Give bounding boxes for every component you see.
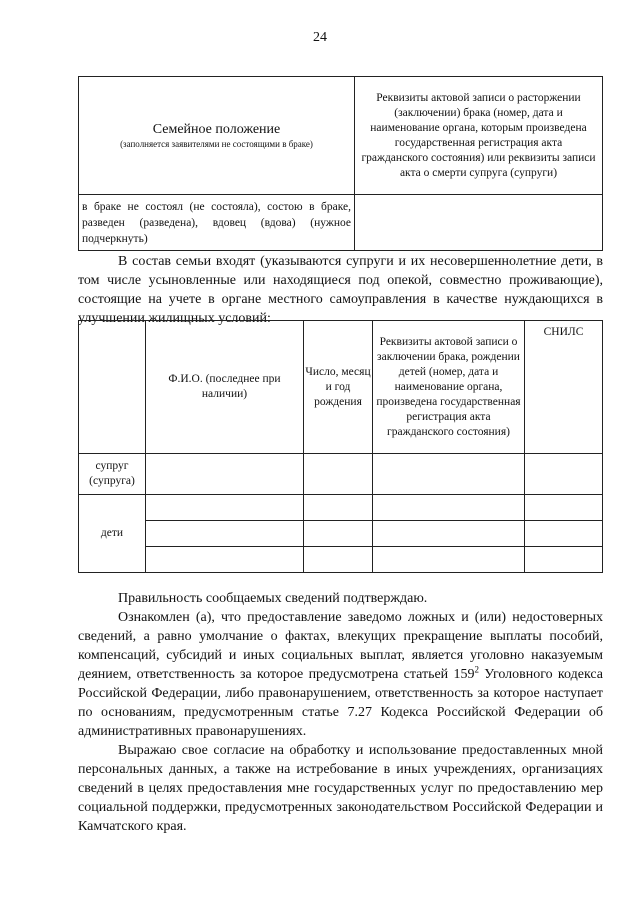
child-record-cell[interactable] — [373, 547, 525, 573]
child-snils-cell[interactable] — [525, 521, 603, 547]
civil-record-column-header: Реквизиты актовой записи о заключении брака, рождении детей (номер, дата и наименование органа, произведена государственная регистрация акта гражданского состояния) — [373, 321, 525, 454]
child-birth-date-cell[interactable] — [304, 495, 373, 521]
child-birth-date-cell[interactable] — [304, 547, 373, 573]
confirmation-statement: Правильность сообщаемых сведений подтверждаю. — [118, 591, 428, 606]
child-birth-date-cell[interactable] — [304, 521, 373, 547]
spouse-fio-cell[interactable] — [146, 454, 304, 495]
children-label: дети — [79, 495, 146, 573]
page-number: 24 — [313, 30, 327, 45]
marital-status-options[interactable]: в браке не состоял (не состояла), состою в браке, разведен (разведена), вдовец (вдова) (нужное подчеркнуть) — [79, 195, 355, 251]
spouse-label: супруг (супруга) — [79, 454, 146, 495]
child-fio-cell[interactable] — [146, 495, 304, 521]
family-members-table — [78, 320, 603, 573]
family-composition-intro: В состав семьи входят (указываются супруги и их несовершеннолетние дети, в том числе усыновленные или находящиеся под опекой, совместно проживающие), состоящие на учете в органе местного самоуправления в качестве нуждающихся в улучшении жилищных условий: — [78, 254, 603, 326]
child-snils-cell[interactable] — [525, 547, 603, 573]
child-record-cell[interactable] — [373, 521, 525, 547]
snils-column-header: СНИЛС — [525, 321, 603, 454]
marriage-record-header: Реквизиты актовой записи о расторжении (заключении) брака (номер, дата и наименование органа, которым произведена государственная регистрация акта гражданского состояния) или реквизиты записи акта о смерти супруга (супруги) — [355, 77, 603, 195]
spouse-birth-date-cell[interactable] — [304, 454, 373, 495]
marital-status-title: Семейное положение — [152, 122, 281, 137]
child-fio-cell[interactable] — [146, 547, 304, 573]
role-column-header — [79, 321, 146, 454]
liability-notice-part1: Ознакомлен (а), что предоставление заведомо ложных и (или) недостоверных сведений, а равно умолчание о фактах, влекущих прекращение выплаты пособий, компенсаций, субсидий и иных социальных выплат, является уголовно наказуемым деянием, ответственность за которое предусмотрена статьей 159 — [78, 610, 603, 682]
marriage-record-field[interactable] — [355, 195, 603, 251]
birth-date-column-header: Число, месяц и год рождения — [304, 321, 373, 454]
article-superscript: 2 — [474, 664, 479, 675]
spouse-snils-cell[interactable] — [525, 454, 603, 495]
consent-statement: Выражаю свое согласие на обработку и использование предоставленных мной персональных данных, а также на истребование в иных учреждениях, организациях сведений в целях предоставления мне государственных услуг по предоставлению мер социальной поддержки, предусмотренных законодательством Российской Федерации и Камчатского края. — [78, 743, 603, 834]
declarations — [78, 589, 603, 836]
liability-notice — [78, 608, 603, 741]
liability-notice-part2: Уголовного кодекса Российской Федерации, либо правонарушением, ответственность за которое наступает по основаниям, предусмотренным статье 7.27 Кодекса Российской Федерации об административных правонарушениях. — [78, 667, 604, 739]
marital-status-note: (заполняется заявителями не состоящими в браке) — [120, 139, 313, 149]
child-record-cell[interactable] — [373, 495, 525, 521]
child-snils-cell[interactable] — [525, 495, 603, 521]
child-fio-cell[interactable] — [146, 521, 304, 547]
spouse-record-cell[interactable] — [373, 454, 525, 495]
fio-column-header: Ф.И.О. (последнее при наличии) — [146, 321, 304, 454]
marital-status-header — [79, 77, 355, 195]
marital-status-table — [78, 76, 603, 251]
